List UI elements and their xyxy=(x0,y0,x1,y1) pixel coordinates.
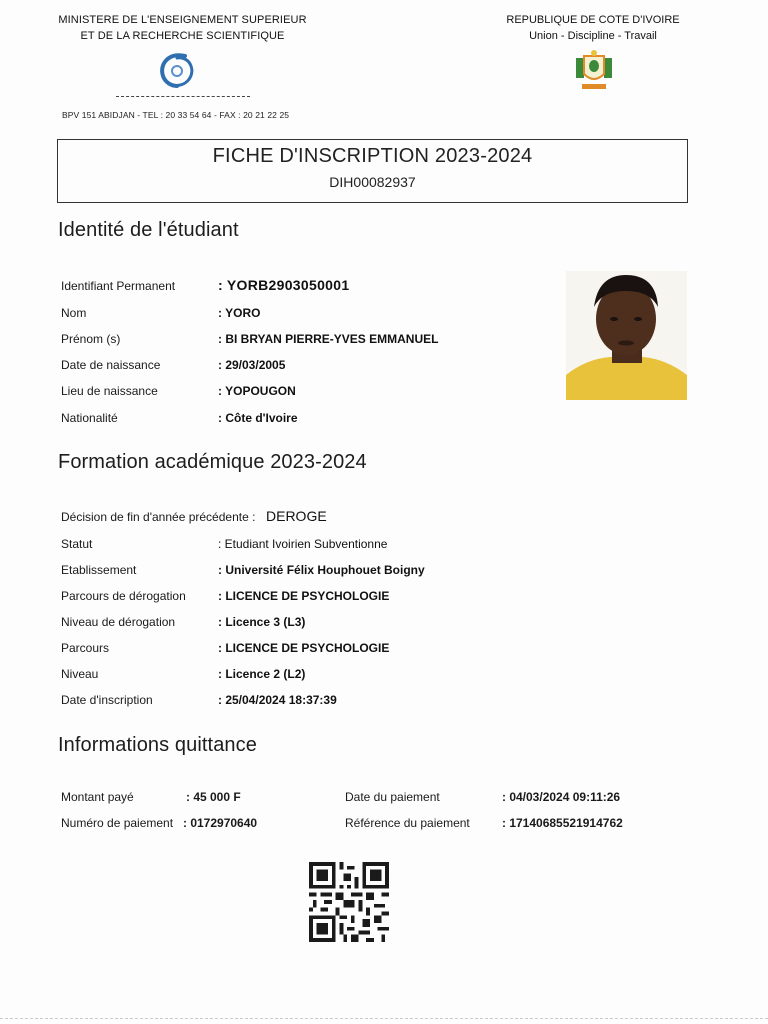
academic-value: : Licence 2 (L2) xyxy=(218,667,306,681)
academic-label: Statut xyxy=(61,537,93,551)
registration-code: DIH00082937 xyxy=(329,174,416,190)
country-motto: Union - Discipline - Travail xyxy=(529,30,657,42)
decision-label: Décision de fin d'année précédente : xyxy=(61,510,256,524)
ministry-logo-icon xyxy=(155,50,199,92)
identity-value: : YORO xyxy=(218,306,261,320)
payment-ref-label: Référence du paiement xyxy=(345,816,470,830)
academic-value: : Etudiant Ivoirien Subventionne xyxy=(218,537,388,551)
identity-value: : YORB2903050001 xyxy=(218,277,350,293)
scan-edge-line xyxy=(0,1018,768,1019)
academic-value: : LICENCE DE PSYCHOLOGIE xyxy=(218,589,390,603)
identity-value: : YOPOUGON xyxy=(218,384,296,398)
payment-date-value: : 04/03/2024 09:11:26 xyxy=(502,790,621,804)
payment-number-value: : 0172970640 xyxy=(183,816,258,830)
academic-label: Date d'inscription xyxy=(61,693,153,707)
identity-heading: Identité de l'étudiant xyxy=(58,219,239,241)
form-title: FICHE D'INSCRIPTION 2023-2024 xyxy=(212,145,533,167)
contact-line: BPV 151 ABIDJAN - TEL : 20 33 54 64 - FAX : 20 21 22 25 xyxy=(62,110,290,120)
identity-label: Date de naissance xyxy=(61,358,161,372)
ministry-header xyxy=(40,12,325,44)
amount-label: Montant payé xyxy=(61,790,134,804)
academic-label: Niveau de dérogation xyxy=(61,615,176,629)
academic-label: Parcours de dérogation xyxy=(61,589,186,603)
academic-value: : Université Félix Houphouet Boigny xyxy=(218,563,425,577)
header-divider xyxy=(116,96,250,97)
student-photo xyxy=(566,271,687,400)
identity-label: Lieu de naissance xyxy=(61,384,158,398)
academic-value: : Licence 3 (L3) xyxy=(218,615,306,629)
academic-value: : 25/04/2024 18:37:39 xyxy=(218,693,337,707)
form-title-box xyxy=(57,139,688,203)
academic-heading: Formation académique 2023-2024 xyxy=(58,451,367,473)
identity-label: Nationalité xyxy=(61,411,118,425)
identity-label: Identifiant Permanent xyxy=(61,279,176,293)
payment-date-label: Date du paiement xyxy=(345,790,440,804)
receipt-heading: Informations quittance xyxy=(58,734,257,756)
academic-label: Etablissement xyxy=(61,563,137,577)
identity-label: Prénom (s) xyxy=(61,332,121,346)
ministry-line-2: ET DE LA RECHERCHE SCIENTIFIQUE xyxy=(80,30,285,42)
academic-value: : LICENCE DE PSYCHOLOGIE xyxy=(218,641,390,655)
qr-code-icon xyxy=(307,862,391,942)
identity-value: : Côte d'Ivoire xyxy=(218,411,298,425)
amount-value: : 45 000 F xyxy=(186,790,241,804)
identity-value: : 29/03/2005 xyxy=(218,358,286,372)
coat-of-arms-icon xyxy=(570,48,618,92)
identity-label: Nom xyxy=(61,306,87,320)
payment-number-label: Numéro de paiement xyxy=(61,816,174,830)
identity-value: : BI BRYAN PIERRE-YVES EMMANUEL xyxy=(218,332,439,346)
ministry-line-1: MINISTERE DE L'ENSEIGNEMENT SUPERIEUR xyxy=(58,14,307,26)
academic-label: Parcours xyxy=(61,641,110,655)
country-header xyxy=(478,12,708,44)
decision-value: DEROGE xyxy=(266,508,327,524)
country-name: REPUBLIQUE DE COTE D'IVOIRE xyxy=(506,14,680,26)
payment-ref-value: : 17140685521914762 xyxy=(502,816,623,830)
academic-label: Niveau xyxy=(61,667,99,681)
